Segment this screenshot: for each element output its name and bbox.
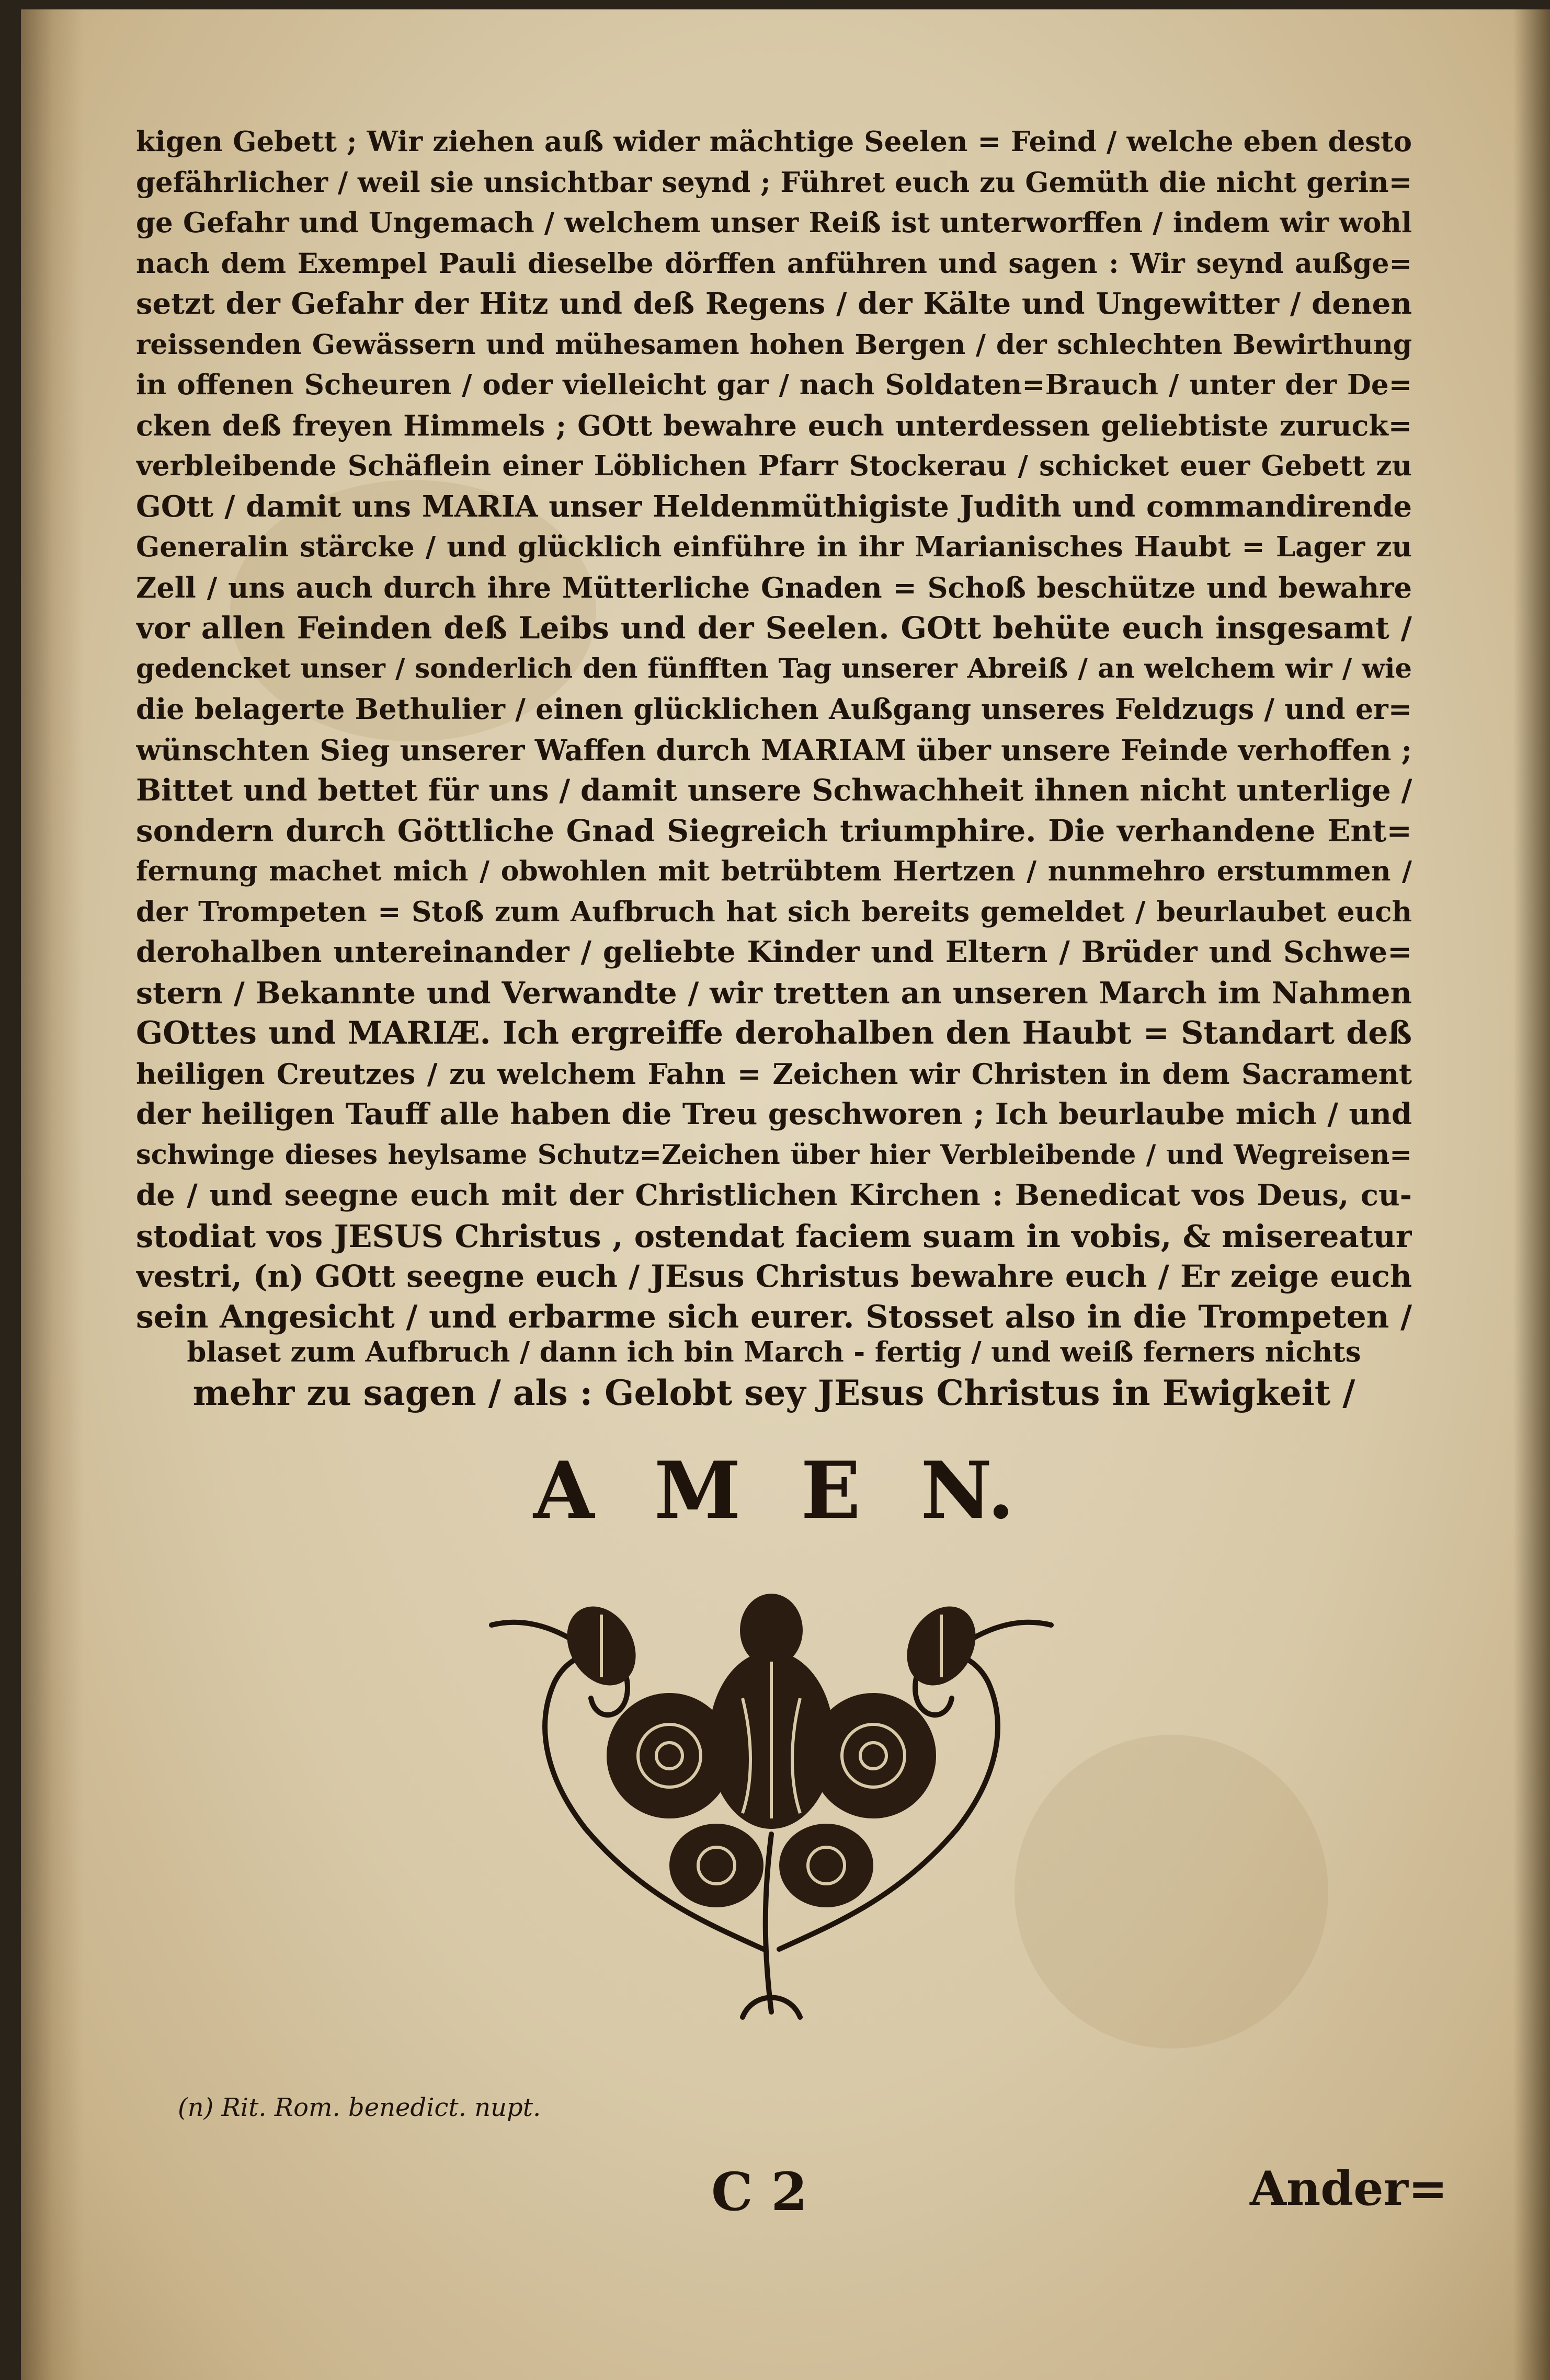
text-line: de / und seegne euch mit der Christlichen Kirchen : Benedicat vos Deus, cu- (136, 1178, 1412, 1212)
page-gutter-shadow (21, 9, 84, 2380)
text-line: reissenden Gewässern und mühesamen hohen Bergen / der schlechten Bewirthung (136, 328, 1412, 361)
text-line: vor allen Feinden deß Leibs und der Seelen. GOtt behüte euch insgesamt / (136, 610, 1412, 646)
text-line: wünschten Sieg unserer Waffen durch MARIAM über unsere Feinde verhoffen ; (136, 733, 1412, 767)
text-line: vestri, (n) GOtt seegne euch / JEsus Christus bewahre euch / Er zeige euch (136, 1258, 1412, 1294)
text-line: die belagerte Bethulier / einen glücklichen Außgang unseres Feldzugs / und er= (136, 692, 1412, 726)
text-line: mehr zu sagen / als : Gelobt sey JEsus Christus in Ewigkeit / (192, 1372, 1355, 1413)
text-line: schwinge dieses heylsame Schutz=Zeichen über hier Verbleibende / und Wegreisen= (136, 1139, 1412, 1171)
text-line: nach dem Exempel Pauli dieselbe dörffen anführen und sagen : Wir seynd außge= (136, 247, 1412, 280)
catchword: Ander= (1250, 2161, 1448, 2216)
amen-heading (533, 1445, 1015, 1537)
floral-vignette-icon (471, 1583, 1072, 2028)
text-line: kigen Gebett ; Wir ziehen auß wider mächtige Seelen = Feind / welche eben desto (136, 125, 1412, 158)
signature-mark: C 2 (711, 2161, 807, 2223)
text-line: cken deß freyen Himmels ; GOtt bewahre euch unterdessen geliebtiste zuruck= (136, 408, 1412, 442)
text-line: GOttes und MARIÆ. Ich ergreiffe derohalben den Haubt = Standart deß (136, 1015, 1412, 1051)
text-line: stodiat vos JESUS Christus , ostendat faciem suam in vobis, & misereatur (136, 1218, 1412, 1254)
amen-letter: M (654, 1445, 741, 1537)
text-line: Generalin stärcke / und glücklich einführe in ihr Marianisches Haubt = Lager zu (136, 531, 1412, 563)
text-line: der Trompeten = Stoß zum Aufbruch hat sich bereits gemeldet / beurlaubet euch (136, 895, 1412, 928)
text-line: derohalben untereinander / geliebte Kinder und Eltern / Brüder und Schwe= (136, 935, 1412, 969)
footnote: (n) Rit. Rom. benedict. nupt. (178, 2093, 541, 2122)
text-line: heiligen Creutzes / zu welchem Fahn = Zeichen wir Christen in dem Sacrament (136, 1057, 1412, 1091)
text-line: stern / Bekannte und Verwandte / wir tretten an unseren March im Nahmen (136, 975, 1412, 1011)
text-line: sondern durch Göttliche Gnad Siegreich triumphire. Die verhandene Ent= (136, 813, 1412, 849)
main-text-block (136, 122, 1412, 1337)
text-line: setzt der Gefahr der Hitz und deß Regens / der Kälte und Ungewitter / denen (136, 287, 1412, 321)
text-line: der heiligen Tauff alle haben die Treu geschworen ; Ich beurlaube mich / und (136, 1097, 1412, 1131)
text-line: in offenen Scheuren / oder vielleicht gar / nach Soldaten=Brauch / unter der De= (136, 369, 1412, 401)
text-line: ge Gefahr und Ungemach / welchem unser Reiß ist unterworffen / indem wir wohl (136, 207, 1412, 239)
amen-letter: A (533, 1445, 595, 1537)
book-page (21, 9, 1550, 2380)
text-line: fernung machet mich / obwohlen mit betrübtem Hertzen / nunmehro erstummen / (136, 855, 1412, 887)
text-line: Zell / uns auch durch ihre Mütterliche Gnaden = Schoß beschütze und bewahre (136, 570, 1412, 604)
amen-letter: N. (920, 1445, 1015, 1537)
amen-letter: E (801, 1445, 861, 1537)
text-line: gedencket unser / sonderlich den fünfften Tag unserer Abreiß / an welchem wir / wie (136, 653, 1412, 684)
text-line: gefährlicher / weil sie unsichtbar seynd ; Führet euch zu Gemüth die nicht gerin= (136, 166, 1412, 199)
text-line: sein Angesicht / und erbarme sich eurer. Stosset also in die Trompeten / (136, 1298, 1412, 1335)
text-line: blaset zum Aufbruch / dann ich bin March - fertig / und weiß ferners nichts (187, 1336, 1361, 1368)
text-line: verbleibende Schäflein einer Löblichen Pfarr Stockerau / schicket euer Gebett zu (136, 450, 1412, 482)
closing-text-block (178, 1332, 1370, 1413)
text-line: Bittet und bettet für uns / damit unsere Schwachheit ihnen nicht unterlige / (136, 773, 1412, 808)
text-line: GOtt / damit uns MARIA unser Heldenmüthigiste Judith und commandirende (136, 489, 1412, 524)
page-edge-shadow (1513, 9, 1550, 2380)
